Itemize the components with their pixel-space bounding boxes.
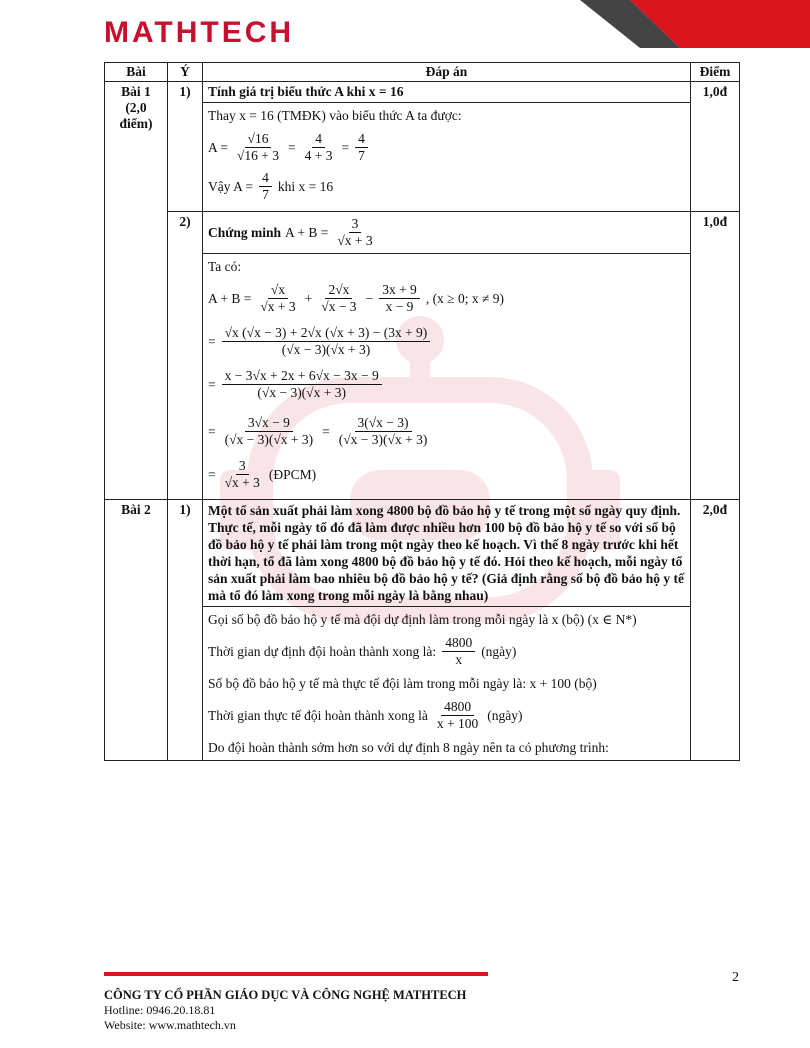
frac-num: √x (√x − 3) + 2√x (√x + 3) − (3x + 9) bbox=[222, 325, 431, 342]
solution-line: Thay x = 16 (TMĐK) vào biểu thức A ta được: bbox=[208, 108, 462, 123]
col-header-diem: Điểm bbox=[691, 63, 740, 82]
frac-num: √16 bbox=[245, 131, 272, 148]
eq-sign: = bbox=[208, 333, 216, 349]
bai-1-q1-score: 1,0đ bbox=[691, 82, 740, 212]
bai-1-q2-title bbox=[203, 212, 691, 254]
frac-den: (√x − 3)(√x + 3) bbox=[338, 432, 428, 447]
frac-num: 4800 bbox=[441, 699, 474, 716]
solution-line-time-actual bbox=[208, 699, 685, 732]
bai-1-q2-solution bbox=[203, 254, 691, 500]
table-row bbox=[105, 212, 740, 254]
fraction bbox=[234, 131, 282, 164]
equation-line-2 bbox=[208, 325, 685, 358]
solution-line-time-plan bbox=[208, 635, 685, 668]
frac-den: √16 + 3 bbox=[237, 148, 280, 163]
footer bbox=[104, 988, 466, 1033]
fraction bbox=[318, 282, 359, 315]
equation-line-4 bbox=[208, 415, 685, 448]
solution-line: Gọi số bộ đồ bảo hộ y tế mà đội dự định làm trong mỗi ngày là x (bộ) (x ∈ N*) bbox=[208, 612, 637, 627]
frac-num: 3(√x − 3) bbox=[355, 415, 412, 432]
fraction bbox=[257, 282, 298, 315]
fraction bbox=[222, 368, 382, 401]
bai-1-cell bbox=[105, 82, 168, 500]
fraction bbox=[222, 458, 263, 491]
header-corner-decoration bbox=[570, 0, 810, 48]
frac-num: 3√x − 9 bbox=[245, 415, 293, 432]
bai-2-q1-num: 1) bbox=[168, 500, 203, 761]
bai-1-q1-num: 1) bbox=[168, 82, 203, 212]
frac-num: 2√x bbox=[325, 282, 352, 299]
bai-1-q2-score: 1,0đ bbox=[691, 212, 740, 500]
bai-2-cell: Bài 2 bbox=[105, 500, 168, 761]
plus-sign: + bbox=[304, 290, 313, 306]
frac-den: √x + 3 bbox=[224, 475, 260, 490]
frac-den: x − 9 bbox=[385, 299, 414, 314]
line-suffix: (ngày) bbox=[487, 707, 523, 723]
frac-num: 4 bbox=[355, 131, 368, 148]
bai-1-q1-title: Tính giá trị biểu thức A khi x = 16 bbox=[203, 82, 691, 103]
equation-A bbox=[208, 131, 685, 164]
frac-num: 3 bbox=[236, 458, 249, 475]
bai-2-problem: Một tổ sản xuất phải làm xong 4800 bộ đồ bảo hộ y tế trong một số ngày quy định. Thực tế, mỗi ngày tổ đó đã làm được nhiều hơn 100 bộ đồ bảo hộ y tế so với số bộ đồ bảo hộ y tế phải làm trong một ngày theo kế hoạch. Vì thế 8 ngày trước khi hết thời hạn, tổ đã làm xong 4800 bộ đồ bảo hộ y tế đó. Hỏi theo kế hoạch, mỗi ngày tổ sản xuất phải làm bao nhiêu bộ đồ bảo hộ y tế? (Giả định rằng số bộ đồ bảo hộ y tế mà tổ đó làm xong trong mỗi ngày là bằng nhau) bbox=[203, 500, 691, 607]
frac-den: √x + 3 bbox=[337, 233, 373, 248]
qed-label: (ĐPCM) bbox=[268, 466, 317, 482]
frac-num: 4 bbox=[312, 131, 325, 148]
frac-den: 4 + 3 bbox=[304, 148, 333, 163]
bai-1-points: (2,0 điểm) bbox=[119, 100, 153, 131]
frac-num: 4 bbox=[259, 170, 272, 187]
frac-den: 7 bbox=[262, 187, 269, 202]
fraction bbox=[336, 415, 431, 448]
fraction bbox=[259, 170, 272, 203]
title-math: A + B = bbox=[285, 224, 329, 240]
eq-sign: = bbox=[208, 376, 216, 392]
frac-den: (√x − 3)(√x + 3) bbox=[224, 432, 314, 447]
line-suffix: (ngày) bbox=[481, 643, 517, 659]
frac-num: 4800 bbox=[442, 635, 475, 652]
answer-table bbox=[104, 62, 740, 761]
hotline: Hotline: 0946.20.18.81 bbox=[104, 1003, 216, 1017]
fraction bbox=[302, 131, 336, 164]
bai-1-q2-num: 2) bbox=[168, 212, 203, 500]
eq-sign: = bbox=[322, 423, 330, 439]
eq-sign: = bbox=[341, 139, 350, 155]
fraction bbox=[379, 282, 420, 315]
footer-divider bbox=[104, 972, 488, 976]
solution-line: Số bộ đồ bảo hộ y tế mà thực tế đội làm trong mỗi ngày là: x + 100 (bộ) bbox=[208, 676, 597, 691]
title-text: Chứng minh bbox=[208, 224, 282, 240]
col-header-dap-an: Đáp án bbox=[203, 63, 691, 82]
col-header-bai: Bài bbox=[105, 63, 168, 82]
fraction bbox=[222, 325, 431, 358]
eq-sign: = bbox=[208, 423, 216, 439]
line-prefix: Thời gian dự định đội hoàn thành xong là: bbox=[208, 643, 437, 659]
conclusion-line bbox=[208, 170, 685, 203]
bai-2-solution bbox=[203, 607, 691, 761]
frac-den: √x − 3 bbox=[321, 299, 357, 314]
company-name: CÔNG TY CỔ PHẦN GIÁO DỤC VÀ CÔNG NGHỆ MATHTECH bbox=[104, 988, 467, 1002]
eq-sign: = bbox=[208, 466, 216, 482]
frac-den: x + 100 bbox=[436, 716, 479, 731]
frac-den: (√x − 3)(√x + 3) bbox=[281, 342, 371, 357]
bai-1-q1-solution bbox=[203, 103, 691, 212]
fraction bbox=[434, 699, 481, 732]
frac-num: 3x + 9 bbox=[379, 282, 420, 299]
table-row bbox=[105, 500, 740, 607]
condition: , (x ≥ 0; x ≠ 9) bbox=[425, 290, 504, 306]
fraction bbox=[334, 216, 375, 249]
fraction bbox=[442, 635, 475, 668]
conclusion-suffix: khi x = 16 bbox=[277, 178, 334, 194]
frac-den: (√x − 3)(√x + 3) bbox=[257, 385, 346, 400]
fraction bbox=[355, 131, 368, 164]
fraction bbox=[222, 415, 317, 448]
frac-den: x bbox=[455, 652, 463, 667]
solution-line: Do đội hoàn thành sớm hơn so với dự định 8 ngày nên ta có phương trình: bbox=[208, 740, 609, 755]
frac-num: √x bbox=[268, 282, 288, 299]
eq-sign: = bbox=[288, 139, 296, 155]
line-prefix: Thời gian thực tế đội hoàn thành xong là bbox=[208, 707, 428, 723]
table-header-row bbox=[105, 63, 740, 82]
frac-den: √x + 3 bbox=[260, 299, 296, 314]
frac-den: 7 bbox=[358, 148, 365, 163]
equation-line-3 bbox=[208, 368, 685, 401]
equation-line-1 bbox=[208, 282, 685, 315]
minus-sign: − bbox=[365, 290, 374, 306]
page-number: 2 bbox=[732, 970, 739, 985]
mathtech-logo bbox=[104, 16, 294, 50]
solution-line: Ta có: bbox=[208, 259, 242, 274]
eq-lhs: A = bbox=[208, 139, 228, 155]
brand-name: MATHTECH bbox=[104, 16, 295, 49]
table-row bbox=[105, 82, 740, 103]
frac-num: x − 3√x + 2x + 6√x − 3x − 9 bbox=[222, 368, 382, 385]
website-link[interactable]: Website: www.mathtech.vn bbox=[104, 1018, 236, 1032]
conclusion-prefix: Vậy A = bbox=[208, 178, 254, 194]
col-header-y: Ý bbox=[168, 63, 203, 82]
frac-num: 3 bbox=[349, 216, 362, 233]
equation-line-5 bbox=[208, 458, 685, 491]
eq-lhs: A + B = bbox=[208, 290, 252, 306]
bai-1-label: Bài 1 bbox=[121, 84, 151, 99]
bai-2-score: 2,0đ bbox=[691, 500, 740, 761]
